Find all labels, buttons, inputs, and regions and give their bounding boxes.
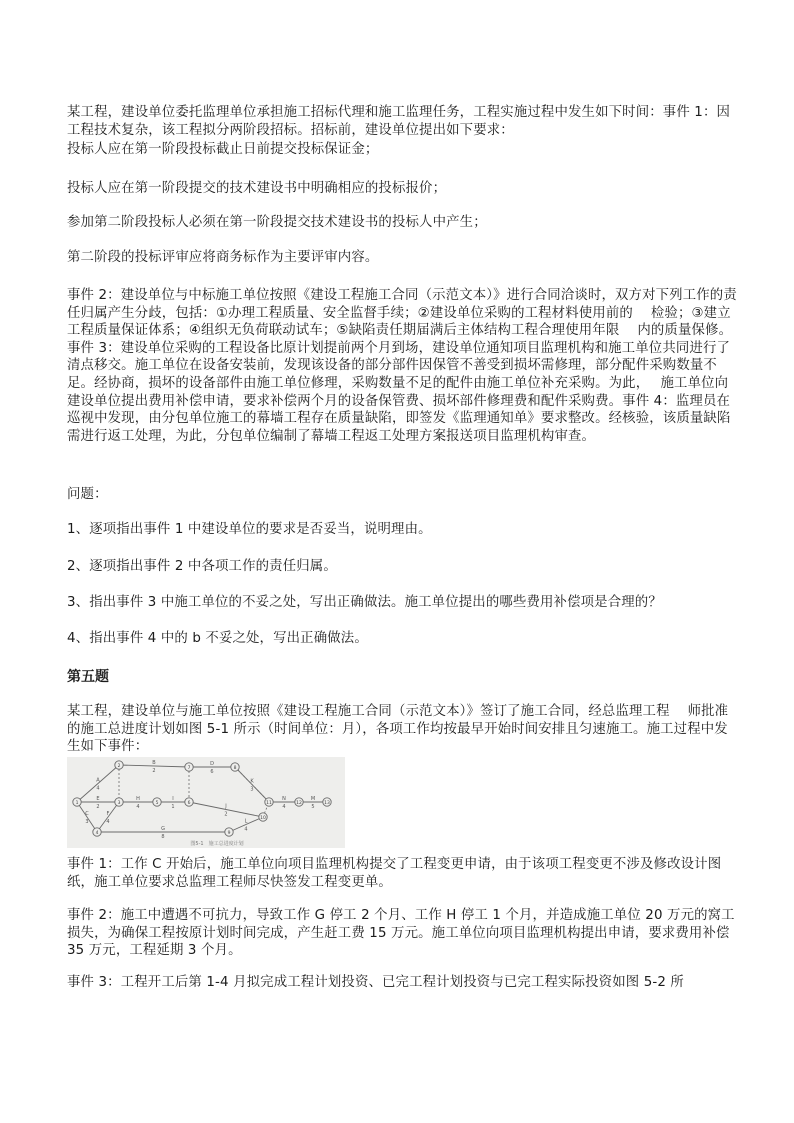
node-number: 10 — [260, 815, 266, 821]
activity-label: D — [210, 761, 214, 767]
node-number: 7 — [187, 765, 191, 771]
activity-duration: 5 — [311, 804, 315, 810]
activity-duration: 4 — [106, 819, 110, 825]
activity-label: J — [225, 803, 227, 810]
activity-label: B — [152, 760, 156, 766]
question-1: 1、逐项指出事件 1 中建设单位的要求是否妥当，说明理由。 — [67, 522, 432, 537]
activity-label: G — [161, 826, 165, 832]
event1-intro: 某工程，建设单位委托监理单位承担施工招标代理和施工监理任务，工程实施过程中发生如下时间：事件 1：因工程技术复杂，该工程拟分两阶段招标。招标前，建设单位提出如下要求： — [67, 105, 731, 138]
activity-label: N — [282, 796, 286, 802]
activity-label: A — [96, 777, 100, 784]
activity-duration: 6 — [210, 769, 214, 775]
activity-label: H — [136, 796, 140, 802]
activity-duration: 4 — [96, 785, 100, 792]
activity-label: E — [96, 796, 100, 802]
node-number: 1 — [75, 800, 79, 806]
node-number: 9 — [227, 830, 231, 836]
node-number: 3 — [117, 800, 121, 806]
activity-duration: 8 — [161, 834, 165, 840]
requirement-4: 第二阶段的投标评审应将商务标作为主要评审内容。 — [67, 250, 379, 265]
activity-duration: 2 — [224, 811, 228, 818]
activity-duration: 2 — [152, 768, 156, 774]
activity-arrow — [77, 802, 100, 832]
question-3: 3、指出事件 3 中施工单位的不妥之处，写出正确做法。施工单位提出的哪些费用补偿项是合理的？ — [67, 595, 662, 610]
section-title: 第五题 — [67, 669, 109, 685]
activity-duration: 1 — [171, 804, 175, 810]
activity-label: F — [106, 811, 110, 817]
activity-label: C — [85, 811, 89, 817]
activity-duration: 2 — [96, 804, 100, 810]
question-2: 2、逐项指出事件 2 中各项工作的责任归属。 — [67, 559, 337, 574]
requirement-3: 参加第二阶段投标人必须在第一阶段提交技术建设书的投标人中产生； — [67, 215, 487, 230]
activity-label: L — [244, 818, 248, 825]
requirement-1: 投标人应在第一阶段投标截止日前提交投标保证金； — [67, 142, 379, 157]
questions-label: 问题： — [67, 487, 108, 502]
section5-event-1: 事件 1：工作 C 开始后，施工单位向项目监理机构提交了工程变更申请，由于该项工程变更不涉及修改设计图纸，施工单位要求总监理工程师尽快签发工程变更单。 — [67, 857, 722, 890]
activity-arrow — [235, 767, 269, 802]
activity-duration: 3 — [250, 786, 254, 793]
node-number: 11 — [266, 800, 272, 806]
section5-intro: 某工程，建设单位与施工单位按照《建设工程施工合同（示范文本）》签订了施工合同，经总监理工程 师批准的施工总进度计划如图 5-1 所示（时间单位：月），各项工作均按最早开始时间安排且匀速施工。施工过程中发生如下事件： — [67, 704, 729, 755]
activity-duration: 4 — [282, 804, 286, 810]
events-2-to-4: 事件 2：建设单位与中标施工单位按照《建设工程施工合同（示范文本）》进行合同洽谈时，双方对下列工作的责任归属产生分歧，包括：①办理工程质量、安全监督手续；②建设单位采购的工程材料使用前的 检验；③建立工程质量保证体系；④组织无负荷联动试车；⑤缺陷责任期届满后主体结构工程合理使用年限 内的质量保修。事件 3：建设单位采购的工程设备比原计划提前两个月到场，建设单位通知项目监理机构和施工单位共同进行了清点移交。施工单位在设备安装前，发现该设备的部分部件因保管不善受到损坏需修理，部分配件采购数量不足。经协商，损坏的设备部件由施工单位修理，采购数量不足的配件由施工单位补充采购。为此， 施工单位向建设单位提出费用补偿申请，要求补偿两个月的设备保管费、损坏部件修理费和配件采购费。事件 4：监理员在巡视中发现，由分包单位施工的幕墙工程存在质量缺陷，即签发《监理通知单》要求整改。经核验，该质量缺陷需进行返工处理，为此，分包单位编制了幕墙工程返工处理方案报送项目监理机构审查。 — [67, 288, 737, 444]
figure-caption: 图5-1 施工总进度计划 — [190, 841, 244, 847]
activity-label: M — [310, 796, 316, 802]
activity-duration: 4 — [136, 804, 140, 810]
activity-duration: 4 — [244, 826, 248, 833]
network-schedule-figure — [67, 757, 345, 848]
node-number: 13 — [324, 800, 330, 806]
activity-label: I — [172, 796, 174, 802]
node-number: 5 — [155, 800, 159, 806]
activity-label: K — [250, 778, 254, 785]
node-number: 6 — [187, 800, 191, 806]
node-number: 8 — [233, 765, 237, 771]
activity-arrow — [97, 802, 119, 832]
question-4: 4、指出事件 4 中的 b 不妥之处，写出正确做法。 — [67, 631, 368, 646]
network-diagram — [67, 757, 345, 848]
node-number: 2 — [117, 763, 121, 769]
node-number: 4 — [95, 830, 99, 836]
activity-duration: 3 — [85, 819, 89, 825]
requirement-2: 投标人应在第一阶段提交的技术建设书中明确相应的投标报价； — [67, 181, 447, 196]
section5-event-3: 事件 3：工程开工后第 1-4 月拟完成工程计划投资、已完工程计划投资与已完工程实际投资如图 5-2 所 — [67, 975, 684, 990]
node-number: 12 — [296, 800, 302, 806]
section5-event-2: 事件 2：施工中遭遇不可抗力，导致工作 G 停工 2 个月、工作 H 停工 1 个月，并造成施工单位 20 万元的窝工损失，为确保工程按原计划时间完成，产生赶工费 15 万元。施工单位向项目监理机构提出申请，要求费用补偿 35 万元，工程延期 3 个月。 — [67, 908, 735, 959]
